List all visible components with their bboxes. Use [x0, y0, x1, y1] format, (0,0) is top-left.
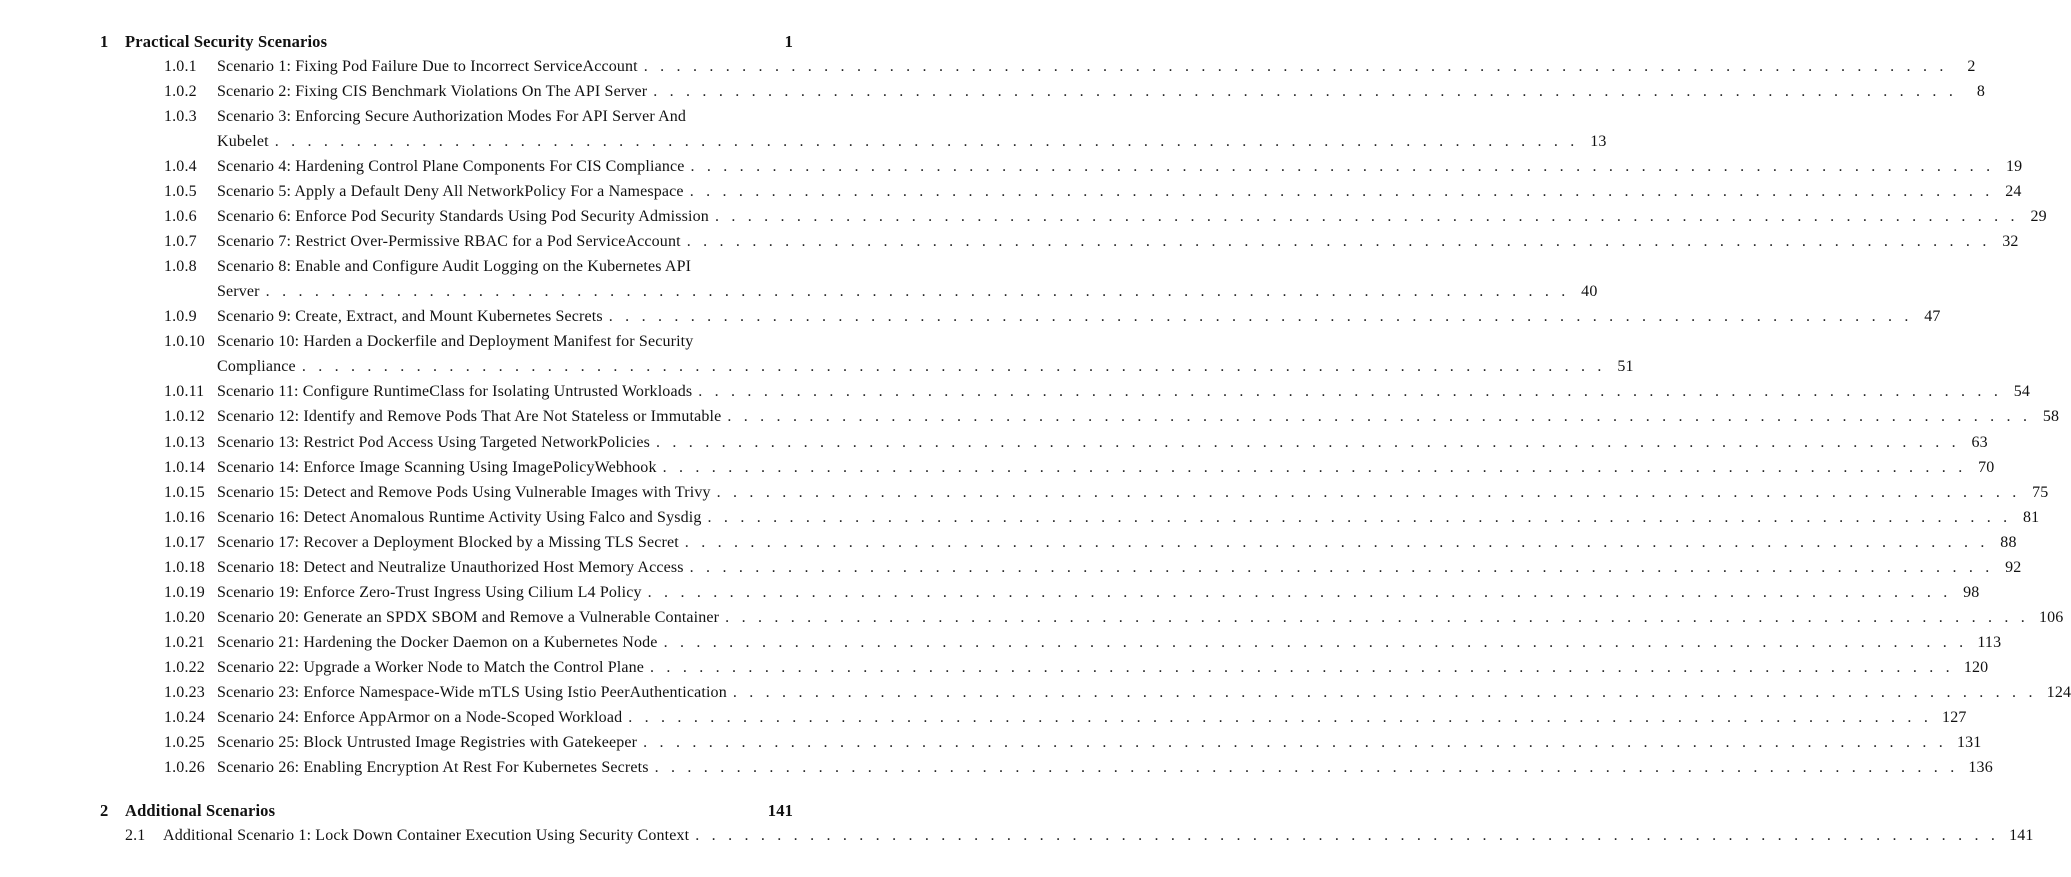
entry-line: [217, 404, 2060, 429]
entry-title[interactable]: Scenario 3: Enforcing Secure Authorization Modes For API Server And: [217, 107, 687, 125]
entry-number: 1.0.4: [164, 157, 197, 175]
entry-title[interactable]: Scenario 8: Enable and Configure Audit Logging on the Kubernetes API: [217, 258, 692, 276]
entry-number: 1.0.3: [164, 107, 197, 125]
entry-line: [217, 279, 1598, 304]
entry-page-number: 81: [2023, 508, 2040, 526]
dot-leader: . . . . . . . . . . . . . . . . . . . . . . . . . . . . . . . . . . . . . . . . . . . . . . . . . . . . . . . . . . . . . . . . . . . . . . . . . . . . . . . .: [689, 182, 1994, 200]
entry-page-number: 51: [1617, 358, 1634, 376]
entry-number: 1.0.15: [164, 483, 205, 501]
dot-leader: . . . . . . . . . . . . . . . . . . . . . . . . . . . . . . . . . . . . . . . . . . . . . . . . . . . . . . . . . . . . . . . . . . . . . . . . . . . . . . . .: [714, 207, 2019, 225]
entry-number: 1.0.11: [164, 383, 205, 401]
entry-title[interactable]: Scenario 19: Enforce Zero-Trust Ingress Using Cilium L4 Policy: [217, 583, 642, 601]
entry-line: [217, 655, 1989, 680]
entry-line: [217, 129, 1607, 154]
dot-leader: . . . . . . . . . . . . . . . . . . . . . . . . . . . . . . . . . . . . . . . . . . . . . . . . . . . . . . . . . . . . . . . . . . . . . . . . . . . . . . . .: [643, 734, 1947, 752]
entry-title[interactable]: Scenario 5: Apply a Default Deny All NetworkPolicy For a Namespace: [217, 182, 684, 200]
toc-entry[interactable]: [0, 680, 2071, 705]
dot-leader: . . . . . . . . . . . . . . . . . . . . . . . . . . . . . . . . . . . . . . . . . . . . . . . . . . . . . . . . . . . . . . . . . . . . . . . . . . . . . . . .: [654, 759, 1959, 777]
entry-page-number: 92: [2005, 558, 2022, 576]
entry-title[interactable]: Scenario 10: Harden a Dockerfile and Deployment Manifest for Security: [217, 333, 694, 351]
entry-line: [217, 605, 2064, 630]
entry-page-number: 47: [1924, 308, 1941, 326]
dot-leader: . . . . . . . . . . . . . . . . . . . . . . . . . . . . . . . . . . . . . . . . . . . . . . . . . . . . . . . . . . . . . . . . . . . . . . . . . . . . . . . .: [695, 826, 2000, 844]
entry-line: [217, 154, 2023, 179]
entry-number: 1.0.24: [164, 709, 205, 727]
entry-number: 1.0.18: [164, 558, 205, 576]
toc-entry[interactable]: [0, 655, 1989, 680]
toc-entry[interactable]: [0, 79, 1986, 104]
section-heading[interactable]: [0, 798, 882, 823]
entry-title[interactable]: Scenario 25: Block Untrusted Image Registries with Gatekeeper: [217, 734, 638, 752]
entry-page-number: 113: [1977, 634, 2002, 652]
entry-title[interactable]: Scenario 23: Enforce Namespace-Wide mTLS Using Istio PeerAuthentication: [217, 684, 727, 702]
toc-entry[interactable]: [0, 705, 1967, 730]
toc-entry[interactable]: [0, 755, 1993, 780]
entry-line: [217, 104, 793, 129]
toc-entry-continuation[interactable]: [0, 129, 1607, 154]
entry-title[interactable]: Scenario 11: Configure RuntimeClass for Isolating Untrusted Workloads: [217, 383, 693, 401]
entry-title[interactable]: Scenario 9: Create, Extract, and Mount Kubernetes Secrets: [217, 308, 603, 326]
dot-leader: . . . . . . . . . . . . . . . . . . . . . . . . . . . . . . . . . . . . . . . . . . . . . . . . . . . . . . . . . . . . . . . . . . . . . . . . . . . . . . . .: [727, 408, 2032, 426]
dot-leader: . . . . . . . . . . . . . . . . . . . . . . . . . . . . . . . . . . . . . . . . . . . . . . . . . . . . . . . . . . . . . . . . . . . . . . . . . . . . . . . .: [656, 433, 1960, 451]
entry-line: [217, 480, 2049, 505]
toc-entry[interactable]: [0, 730, 1982, 755]
dot-leader: . . . . . . . . . . . . . . . . . . . . . . . . . . . . . . . . . . . . . . . . . . . . . . . . . . . . . . . . . . . . . . . . . . . . . . . . . . . . . . . .: [732, 684, 2037, 702]
entry-line: [217, 254, 793, 279]
entry-title[interactable]: Scenario 24: Enforce AppArmor on a Node-Scoped Workload: [217, 709, 623, 727]
entry-number: 1.0.25: [164, 734, 205, 752]
entry-number: 1.0.22: [164, 659, 205, 677]
entry-title[interactable]: Scenario 1: Fixing Pod Failure Due to Incorrect ServiceAccount: [217, 57, 638, 75]
entry-number: 1.0.9: [164, 308, 197, 326]
entry-line: [217, 555, 2022, 580]
toc-entry[interactable]: [0, 54, 1976, 79]
dot-leader: . . . . . . . . . . . . . . . . . . . . . . . . . . . . . . . . . . . . . . . . . . . . . . . . . . . . . . . . . . . . . . . . . . . . . . . . . . . . . . . .: [707, 508, 2012, 526]
toc-entry[interactable]: [0, 480, 2049, 505]
toc-entry[interactable]: [0, 605, 2064, 630]
dot-leader: . . . . . . . . . . . . . . . . . . . . . . . . . . . . . . . . . . . . . . . . . . . . . . . . . . . . . . . . . . . . . . . . . . . . . . . . . . . . . . . .: [686, 232, 1991, 250]
entry-number: 1.0.13: [164, 433, 205, 451]
dot-leader: . . . . . . . . . . . . . . . . . . . . . . . . . . . . . . . . . . . . . . . . . . . . . . . . . . . . . . . . . . . . . . . . . . . . . . . . . . . . . . . .: [650, 659, 1954, 677]
dot-leader: . . . . . . . . . . . . . . . . . . . . . . . . . . . . . . . . . . . . . . . . . . . . . . . . . . . . . . . . . . . . . . . . . . . . . . . . . . . . . . . .: [725, 609, 2029, 627]
toc-entry[interactable]: [0, 430, 1988, 455]
entry-number: 1.0.1: [164, 57, 197, 75]
entry-page-number: 1: [784, 31, 793, 51]
entry-line: [217, 54, 1976, 79]
entry-title[interactable]: Scenario 17: Recover a Deployment Blocked by a Missing TLS Secret: [217, 533, 679, 551]
entry-page-number: 29: [2030, 207, 2047, 225]
entry-page-number: 70: [1978, 458, 1995, 476]
entry-page-number: 124: [2046, 684, 2071, 702]
toc-entry[interactable]: [0, 580, 1980, 605]
entry-number: 1.0.8: [164, 258, 197, 276]
entry-page-number: 8: [1976, 82, 1986, 100]
toc-entry[interactable]: [0, 379, 2031, 404]
entry-number: 1.0.6: [164, 207, 197, 225]
entry-number: 1.0.20: [164, 609, 205, 627]
toc-entry[interactable]: [0, 555, 2022, 580]
entry-title[interactable]: Scenario 15: Detect and Remove Pods Using Vulnerable Images with Trivy: [217, 483, 711, 501]
entry-page-number: 13: [1590, 132, 1607, 150]
entry-line: [217, 505, 2040, 530]
entry-page-number: 63: [1971, 433, 1988, 451]
dot-leader: . . . . . . . . . . . . . . . . . . . . . . . . . . . . . . . . . . . . . . . . . . . . . . . . . . . . . . . . . . . . . . . . . . . . . . . . . . . . . . . .: [301, 358, 1606, 376]
entry-page-number: 58: [2042, 408, 2060, 426]
dot-leader: . . . . . . . . . . . . . . . . . . . . . . . . . . . . . . . . . . . . . . . . . . . . . . . . . . . . . . . . . . . . . . . . . . . . . . . . . . . . . . . .: [690, 157, 1995, 175]
entry-number: 1.0.7: [164, 232, 197, 250]
entry-page-number: 32: [2002, 232, 2019, 250]
toc-entry[interactable]: [0, 229, 2019, 254]
dot-leader: . . . . . . . . . . . . . . . . . . . . . . . . . . . . . . . . . . . . . . . . . . . . . . . . . . . . . . . . . . . . . . . . . . . . . . . . . . . . . . . .: [608, 308, 1913, 326]
entry-number: 1.0.21: [164, 634, 205, 652]
dot-leader: . . . . . . . . . . . . . . . . . . . . . . . . . . . . . . . . . . . . . . . . . . . . . . . . . . . . . . . . . . . . . . . . . . . . . . . . . . . . . . . .: [653, 82, 1958, 100]
entry-title[interactable]: Scenario 21: Hardening the Docker Daemon on a Kubernetes Node: [217, 634, 658, 652]
dot-leader: . . . . . . . . . . . . . . . . . . . . . . . . . . . . . . . . . . . . . . . . . . . . . . . . . . . . . . . . . . . . . . . . . . . . . . . . . . . . . . . .: [698, 383, 2003, 401]
toc-entry[interactable]: [0, 254, 882, 279]
toc-entry[interactable]: [0, 104, 882, 129]
entry-title[interactable]: Scenario 16: Detect Anomalous Runtime Activity Using Falco and Sysdig: [217, 508, 702, 526]
entry-page-number: 40: [1581, 283, 1598, 301]
toc-entry[interactable]: [0, 505, 2040, 530]
entry-line: [217, 229, 2019, 254]
entry-line: [217, 530, 2017, 555]
entry-line: [217, 630, 2002, 655]
entry-number: 1.0.23: [164, 684, 205, 702]
entry-page-number: 24: [2005, 182, 2022, 200]
entry-line: [217, 379, 2031, 404]
entry-title[interactable]: Kubelet: [217, 132, 269, 150]
entry-page-number: 98: [1963, 583, 1980, 601]
entry-title[interactable]: Scenario 4: Hardening Control Plane Components For CIS Compliance: [217, 157, 685, 175]
entry-page-number: 75: [2032, 483, 2049, 501]
dot-leader: . . . . . . . . . . . . . . . . . . . . . . . . . . . . . . . . . . . . . . . . . . . . . . . . . . . . . . . . . . . . . . . . . . . . . . . . . . . . . . . .: [663, 634, 1968, 652]
entry-title[interactable]: Scenario 6: Enforce Pod Security Standards Using Pod Security Admission: [217, 207, 709, 225]
entry-title[interactable]: Server: [217, 283, 260, 301]
entry-line: [163, 823, 2034, 848]
entry-line: [217, 304, 1941, 329]
entry-line: [125, 798, 793, 823]
entry-page-number: 106: [2038, 609, 2064, 627]
entry-page-number: 19: [2005, 157, 2023, 175]
entry-page-number: 88: [2000, 533, 2017, 551]
toc-entry[interactable]: [0, 204, 2047, 229]
entry-title[interactable]: Scenario 7: Restrict Over-Permissive RBAC for a Pod ServiceAccount: [217, 232, 681, 250]
toc-entry-continuation[interactable]: [0, 354, 1634, 379]
entry-number: 1.0.16: [164, 508, 205, 526]
dot-leader: [275, 798, 768, 823]
entry-title[interactable]: Scenario 2: Fixing CIS Benchmark Violations On The API Server: [217, 82, 648, 100]
entry-line: [217, 79, 1986, 104]
dot-leader: . . . . . . . . . . . . . . . . . . . . . . . . . . . . . . . . . . . . . . . . . . . . . . . . . . . . . . . . . . . . . . . . . . . . . . . . . . . . . . . .: [628, 709, 1933, 727]
toc-entry[interactable]: [0, 455, 1995, 480]
dot-leader: . . . . . . . . . . . . . . . . . . . . . . . . . . . . . . . . . . . . . . . . . . . . . . . . . . . . . . . . . . . . . . . . . . . . . . . . . . . . . . . .: [265, 283, 1570, 301]
entry-title[interactable]: Scenario 13: Restrict Pod Access Using Targeted NetworkPolicies: [217, 433, 650, 451]
dot-leader: . . . . . . . . . . . . . . . . . . . . . . . . . . . . . . . . . . . . . . . . . . . . . . . . . . . . . . . . . . . . . . . . . . . . . . . . . . . . . . . .: [274, 132, 1579, 150]
entry-page-number: 127: [1942, 709, 1967, 727]
entry-line: [217, 354, 1634, 379]
toc-entry[interactable]: [0, 304, 1941, 329]
entry-number: 1.0.10: [164, 333, 205, 351]
entry-number: 1.0.12: [164, 408, 205, 426]
entry-number: 1.0.5: [164, 182, 197, 200]
dot-leader: . . . . . . . . . . . . . . . . . . . . . . . . . . . . . . . . . . . . . . . . . . . . . . . . . . . . . . . . . . . . . . . . . . . . . . . . . . . . . . . .: [716, 483, 2021, 501]
toc-entry[interactable]: [0, 530, 2017, 555]
entry-number: 1.0.2: [164, 82, 197, 100]
toc-entry[interactable]: [0, 179, 2022, 204]
entry-page-number: 131: [1956, 734, 1982, 752]
entry-line: [217, 580, 1980, 605]
entry-title[interactable]: Compliance: [217, 358, 296, 376]
dot-leader: . . . . . . . . . . . . . . . . . . . . . . . . . . . . . . . . . . . . . . . . . . . . . . . . . . . . . . . . . . . . . . . . . . . . . . . . . . . . . . . .: [647, 583, 1952, 601]
entry-number: 1.0.17: [164, 533, 205, 551]
entry-number: 2: [100, 800, 109, 820]
entry-title[interactable]: Additional Scenarios: [125, 800, 276, 820]
entry-title[interactable]: Additional Scenario 1: Lock Down Container Execution Using Security Context: [163, 826, 690, 844]
entry-line: [217, 455, 1995, 480]
entry-page-number: 141: [2009, 826, 2034, 844]
entry-line: [217, 179, 2022, 204]
entry-number: 1.0.14: [164, 458, 205, 476]
toc-entry[interactable]: [0, 630, 2002, 655]
dot-leader: [327, 29, 775, 54]
entry-line: [217, 730, 1982, 755]
entry-page-number: 141: [767, 800, 793, 820]
entry-page-number: 2: [1967, 57, 1976, 75]
entry-line: [125, 29, 793, 54]
dot-leader: . . . . . . . . . . . . . . . . . . . . . . . . . . . . . . . . . . . . . . . . . . . . . . . . . . . . . . . . . . . . . . . . . . . . . . . . . . . . . . . .: [689, 558, 1994, 576]
entry-title[interactable]: Scenario 20: Generate an SPDX SBOM and Remove a Vulnerable Container: [217, 609, 720, 627]
entry-page-number: 136: [1968, 759, 1993, 777]
entry-title[interactable]: Scenario 12: Identify and Remove Pods That Are Not Stateless or Immutable: [217, 408, 722, 426]
entry-number: 1.0.19: [164, 583, 205, 601]
toc-entry[interactable]: [0, 404, 2060, 429]
entry-number: 2.1: [125, 826, 146, 844]
entry-page-number: 54: [2013, 383, 2031, 401]
entry-line: [217, 430, 1988, 455]
entry-line: [217, 705, 1967, 730]
entry-title[interactable]: Scenario 26: Enabling Encryption At Rest For Kubernetes Secrets: [217, 759, 649, 777]
toc-entry-continuation[interactable]: [0, 279, 1598, 304]
entry-line: [217, 755, 1993, 780]
entry-title[interactable]: Scenario 18: Detect and Neutralize Unauthorized Host Memory Access: [217, 558, 684, 576]
section-heading[interactable]: [0, 29, 882, 54]
entry-title[interactable]: Scenario 14: Enforce Image Scanning Using ImagePolicyWebhook: [217, 458, 657, 476]
entry-number: 1.0.26: [164, 759, 205, 777]
dot-leader: . . . . . . . . . . . . . . . . . . . . . . . . . . . . . . . . . . . . . . . . . . . . . . . . . . . . . . . . . . . . . . . . . . . . . . . . . . . . . . . .: [662, 458, 1967, 476]
toc-entry[interactable]: [0, 154, 2023, 179]
entry-line: [217, 680, 2071, 705]
dot-leader: . . . . . . . . . . . . . . . . . . . . . . . . . . . . . . . . . . . . . . . . . . . . . . . . . . . . . . . . . . . . . . . . . . . . . . . . . . . . . . . .: [684, 533, 1989, 551]
entry-line: [217, 329, 793, 354]
dot-leader: . . . . . . . . . . . . . . . . . . . . . . . . . . . . . . . . . . . . . . . . . . . . . . . . . . . . . . . . . . . . . . . . . . . . . . . . . . . . . . . .: [643, 57, 1948, 75]
entry-title[interactable]: Scenario 22: Upgrade a Worker Node to Match the Control Plane: [217, 659, 645, 677]
entry-page-number: 120: [1963, 659, 1989, 677]
entry-line: [217, 204, 2047, 229]
toc-entry[interactable]: [0, 329, 882, 354]
toc-entry[interactable]: [0, 823, 2034, 848]
entry-title[interactable]: Practical Security Scenarios: [125, 31, 328, 51]
entry-number: 1: [100, 31, 109, 51]
